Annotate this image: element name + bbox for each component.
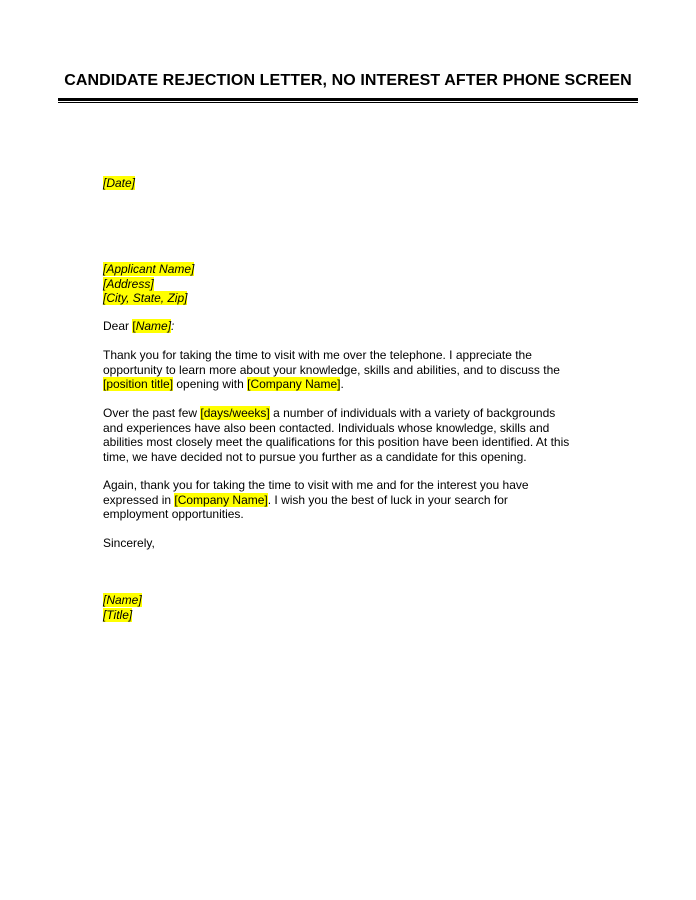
applicant-name-placeholder: [Applicant Name] — [103, 262, 195, 276]
position-title-placeholder: [position title] — [103, 377, 174, 391]
paragraph-1-line-2: opportunity to learn more about your knowledge, skills and abilities, and to discuss the — [103, 362, 560, 377]
paragraph-3-rest: . I wish you the best of luck in your search for — [267, 492, 508, 507]
paragraph-2-line-2: and experiences have also been contacted. Individuals whose knowledge, skills and — [103, 420, 550, 435]
paragraph-1 — [103, 348, 603, 392]
company-name-placeholder-2: [Company Name] — [174, 492, 268, 507]
paragraph-2-start: Over the past few — [103, 406, 201, 420]
paragraph-2-rest: a number of individuals with a variety of backgrounds — [269, 406, 556, 420]
salutation-prefix: Dear — [103, 319, 133, 333]
document-title: CANDIDATE REJECTION LETTER, NO INTEREST AFTER PHONE SCREEN — [64, 72, 632, 89]
date-block — [103, 176, 603, 191]
city-state-zip-placeholder: [City, State, Zip] — [103, 291, 188, 305]
paragraph-3-line-3: employment opportunities. — [103, 507, 244, 521]
paragraph-3 — [103, 478, 603, 522]
company-name-placeholder: [Company Name] — [247, 377, 341, 391]
title-rule-thick — [58, 98, 638, 101]
salutation-colon: : — [171, 319, 175, 333]
address-placeholder: [Address] — [103, 276, 154, 291]
title-rule-thin — [58, 102, 638, 103]
signer-name-placeholder: [Name] — [103, 593, 142, 607]
paragraph-1-line-1: Thank you for taking the time to visit with me over the telephone. I appreciate the — [103, 348, 532, 362]
recipient-block — [103, 262, 603, 306]
closing — [103, 536, 603, 551]
paragraph-1-end: . — [340, 377, 344, 391]
paragraph-3-start: expressed in — [103, 492, 175, 507]
paragraph-3-line-1: Again, thank you for taking the time to visit with me and for the interest you have — [103, 478, 529, 492]
signature-block — [103, 593, 603, 622]
paragraph-2 — [103, 406, 603, 464]
date-placeholder: [Date] — [103, 176, 136, 190]
paragraph-2-line-3: abilities most closely meet the qualifications for this position have been identified. At this — [103, 435, 570, 449]
salutation-name-placeholder: Name] — [135, 319, 172, 333]
paragraph-1-mid: opening with — [173, 377, 248, 391]
salutation-open-bracket: [ — [132, 319, 136, 333]
days-weeks-placeholder: [days/weeks] — [200, 406, 270, 420]
signer-title-placeholder: [Title] — [103, 607, 133, 622]
salutation — [103, 319, 603, 334]
closing-text: Sincerely, — [103, 536, 155, 550]
paragraph-2-line-4: time, we have decided not to pursue you further as a candidate for this opening. — [103, 449, 527, 464]
